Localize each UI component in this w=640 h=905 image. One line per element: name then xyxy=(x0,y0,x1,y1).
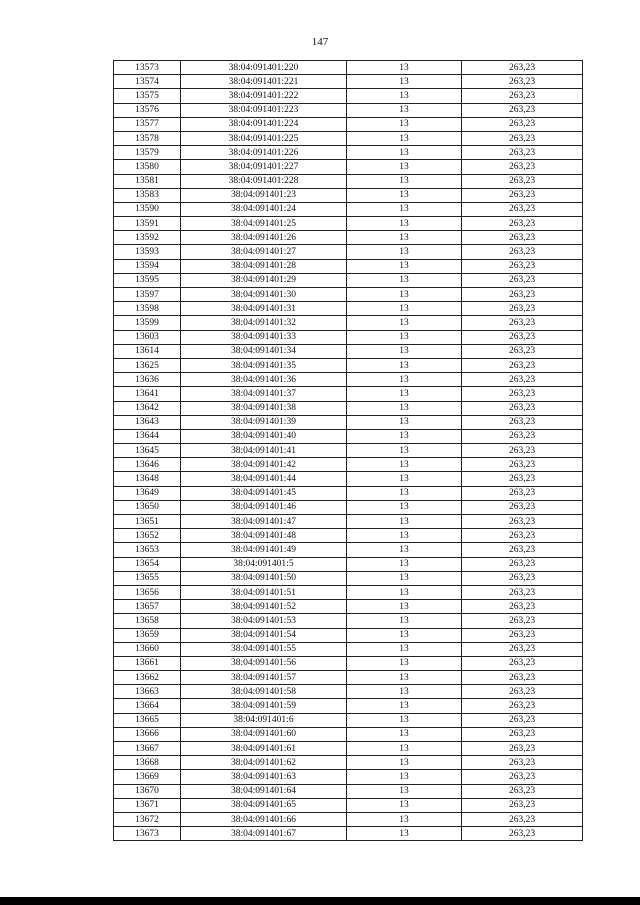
cadastral-number-cell: 38:04:091401:60 xyxy=(181,727,347,741)
cadastral-number-cell: 38:04:091401:224 xyxy=(181,117,347,131)
row-number-cell: 13603 xyxy=(114,330,181,344)
table-row xyxy=(114,217,583,231)
area-cell: 263,23 xyxy=(462,259,583,273)
cadastral-number-cell: 38:04:091401:6 xyxy=(181,713,347,727)
row-number-cell: 13594 xyxy=(114,259,181,273)
quantity-cell: 13 xyxy=(347,444,462,458)
cadastral-number-cell: 38:04:091401:61 xyxy=(181,742,347,756)
table-row xyxy=(114,699,583,713)
area-cell: 263,23 xyxy=(462,671,583,685)
quantity-cell: 13 xyxy=(347,245,462,259)
cadastral-number-cell: 38:04:091401:32 xyxy=(181,316,347,330)
quantity-cell: 13 xyxy=(347,713,462,727)
cadastral-number-cell: 38:04:091401:59 xyxy=(181,699,347,713)
quantity-cell: 13 xyxy=(347,273,462,287)
area-cell: 263,23 xyxy=(462,202,583,216)
area-cell: 263,23 xyxy=(462,529,583,543)
area-cell: 263,23 xyxy=(462,188,583,202)
cadastral-number-cell: 38:04:091401:47 xyxy=(181,515,347,529)
row-number-cell: 13649 xyxy=(114,486,181,500)
row-number-cell: 13666 xyxy=(114,727,181,741)
row-number-cell: 13646 xyxy=(114,458,181,472)
area-cell: 263,23 xyxy=(462,217,583,231)
quantity-cell: 13 xyxy=(347,770,462,784)
cadastral-number-cell: 38:04:091401:63 xyxy=(181,770,347,784)
quantity-cell: 13 xyxy=(347,188,462,202)
area-cell: 263,23 xyxy=(462,146,583,160)
cadastral-number-cell: 38:04:091401:46 xyxy=(181,500,347,514)
table-row xyxy=(114,387,583,401)
table-row xyxy=(114,373,583,387)
area-cell: 263,23 xyxy=(462,784,583,798)
cadastral-number-cell: 38:04:091401:52 xyxy=(181,600,347,614)
quantity-cell: 13 xyxy=(347,642,462,656)
quantity-cell: 13 xyxy=(347,117,462,131)
quantity-cell: 13 xyxy=(347,316,462,330)
row-number-cell: 13581 xyxy=(114,174,181,188)
quantity-cell: 13 xyxy=(347,557,462,571)
cadastral-number-cell: 38:04:091401:225 xyxy=(181,131,347,145)
area-cell: 263,23 xyxy=(462,89,583,103)
table-row xyxy=(114,756,583,770)
table-row xyxy=(114,245,583,259)
cadastral-number-cell: 38:04:091401:223 xyxy=(181,103,347,117)
quantity-cell: 13 xyxy=(347,103,462,117)
row-number-cell: 13574 xyxy=(114,75,181,89)
cadastral-number-cell: 38:04:091401:50 xyxy=(181,571,347,585)
area-cell: 263,23 xyxy=(462,429,583,443)
table-row xyxy=(114,146,583,160)
area-cell: 263,23 xyxy=(462,699,583,713)
quantity-cell: 13 xyxy=(347,699,462,713)
quantity-cell: 13 xyxy=(347,614,462,628)
cadastral-number-cell: 38:04:091401:220 xyxy=(181,61,347,75)
table-row xyxy=(114,231,583,245)
cadastral-number-cell: 38:04:091401:51 xyxy=(181,585,347,599)
table-row xyxy=(114,415,583,429)
row-number-cell: 13672 xyxy=(114,812,181,826)
area-cell: 263,23 xyxy=(462,571,583,585)
area-cell: 263,23 xyxy=(462,316,583,330)
cadastral-number-cell: 38:04:091401:37 xyxy=(181,387,347,401)
table-row xyxy=(114,174,583,188)
quantity-cell: 13 xyxy=(347,259,462,273)
row-number-cell: 13669 xyxy=(114,770,181,784)
area-cell: 263,23 xyxy=(462,75,583,89)
quantity-cell: 13 xyxy=(347,543,462,557)
table-row xyxy=(114,770,583,784)
cadastral-number-cell: 38:04:091401:222 xyxy=(181,89,347,103)
cadastral-number-cell: 38:04:091401:64 xyxy=(181,784,347,798)
row-number-cell: 13664 xyxy=(114,699,181,713)
row-number-cell: 13573 xyxy=(114,61,181,75)
quantity-cell: 13 xyxy=(347,330,462,344)
area-cell: 263,23 xyxy=(462,742,583,756)
area-cell: 263,23 xyxy=(462,515,583,529)
area-cell: 263,23 xyxy=(462,727,583,741)
cadastral-number-cell: 38:04:091401:55 xyxy=(181,642,347,656)
table-row xyxy=(114,131,583,145)
cadastral-number-cell: 38:04:091401:56 xyxy=(181,656,347,670)
row-number-cell: 13653 xyxy=(114,543,181,557)
cadastral-number-cell: 38:04:091401:24 xyxy=(181,202,347,216)
cadastral-number-cell: 38:04:091401:227 xyxy=(181,160,347,174)
table-row xyxy=(114,358,583,372)
row-number-cell: 13583 xyxy=(114,188,181,202)
area-cell: 263,23 xyxy=(462,231,583,245)
cadastral-number-cell: 38:04:091401:29 xyxy=(181,273,347,287)
quantity-cell: 13 xyxy=(347,288,462,302)
quantity-cell: 13 xyxy=(347,146,462,160)
row-number-cell: 13657 xyxy=(114,600,181,614)
row-number-cell: 13641 xyxy=(114,387,181,401)
table-row xyxy=(114,273,583,287)
cadastral-number-cell: 38:04:091401:33 xyxy=(181,330,347,344)
area-cell: 263,23 xyxy=(462,160,583,174)
table-row xyxy=(114,727,583,741)
row-number-cell: 13661 xyxy=(114,656,181,670)
area-cell: 263,23 xyxy=(462,472,583,486)
quantity-cell: 13 xyxy=(347,656,462,670)
cadastral-number-cell: 38:04:091401:228 xyxy=(181,174,347,188)
area-cell: 263,23 xyxy=(462,756,583,770)
quantity-cell: 13 xyxy=(347,373,462,387)
row-number-cell: 13597 xyxy=(114,288,181,302)
cadastral-number-cell: 38:04:091401:26 xyxy=(181,231,347,245)
row-number-cell: 13644 xyxy=(114,429,181,443)
row-number-cell: 13659 xyxy=(114,628,181,642)
cadastral-number-cell: 38:04:091401:66 xyxy=(181,812,347,826)
area-cell: 263,23 xyxy=(462,401,583,415)
cadastral-number-cell: 38:04:091401:23 xyxy=(181,188,347,202)
cadastral-number-cell: 38:04:091401:62 xyxy=(181,756,347,770)
quantity-cell: 13 xyxy=(347,529,462,543)
area-cell: 263,23 xyxy=(462,798,583,812)
area-cell: 263,23 xyxy=(462,713,583,727)
row-number-cell: 13579 xyxy=(114,146,181,160)
cadastral-number-cell: 38:04:091401:42 xyxy=(181,458,347,472)
quantity-cell: 13 xyxy=(347,628,462,642)
quantity-cell: 13 xyxy=(347,472,462,486)
area-cell: 263,23 xyxy=(462,273,583,287)
cadastral-number-cell: 38:04:091401:58 xyxy=(181,685,347,699)
row-number-cell: 13662 xyxy=(114,671,181,685)
area-cell: 263,23 xyxy=(462,486,583,500)
cadastral-number-cell: 38:04:091401:65 xyxy=(181,798,347,812)
cadastral-number-cell: 38:04:091401:48 xyxy=(181,529,347,543)
quantity-cell: 13 xyxy=(347,671,462,685)
row-number-cell: 13671 xyxy=(114,798,181,812)
table-row xyxy=(114,61,583,75)
quantity-cell: 13 xyxy=(347,571,462,585)
cadastral-number-cell: 38:04:091401:221 xyxy=(181,75,347,89)
table-row xyxy=(114,160,583,174)
area-cell: 263,23 xyxy=(462,500,583,514)
cadastral-number-cell: 38:04:091401:27 xyxy=(181,245,347,259)
row-number-cell: 13651 xyxy=(114,515,181,529)
area-cell: 263,23 xyxy=(462,288,583,302)
cadastral-number-cell: 38:04:091401:35 xyxy=(181,358,347,372)
area-cell: 263,23 xyxy=(462,458,583,472)
area-cell: 263,23 xyxy=(462,770,583,784)
table-row xyxy=(114,188,583,202)
area-cell: 263,23 xyxy=(462,656,583,670)
cadastral-number-cell: 38:04:091401:34 xyxy=(181,344,347,358)
quantity-cell: 13 xyxy=(347,131,462,145)
table-row xyxy=(114,671,583,685)
table-row xyxy=(114,458,583,472)
row-number-cell: 13645 xyxy=(114,444,181,458)
row-number-cell: 13591 xyxy=(114,217,181,231)
area-cell: 263,23 xyxy=(462,628,583,642)
table-row xyxy=(114,344,583,358)
cadastral-number-cell: 38:04:091401:28 xyxy=(181,259,347,273)
table-body xyxy=(114,61,583,841)
quantity-cell: 13 xyxy=(347,217,462,231)
quantity-cell: 13 xyxy=(347,784,462,798)
row-number-cell: 13636 xyxy=(114,373,181,387)
row-number-cell: 13652 xyxy=(114,529,181,543)
table-row xyxy=(114,259,583,273)
area-cell: 263,23 xyxy=(462,302,583,316)
cadastral-number-cell: 38:04:091401:67 xyxy=(181,827,347,841)
quantity-cell: 13 xyxy=(347,742,462,756)
row-number-cell: 13575 xyxy=(114,89,181,103)
page-number: 147 xyxy=(311,36,329,48)
row-number-cell: 13643 xyxy=(114,415,181,429)
row-number-cell: 13577 xyxy=(114,117,181,131)
area-cell: 263,23 xyxy=(462,444,583,458)
quantity-cell: 13 xyxy=(347,387,462,401)
area-cell: 263,23 xyxy=(462,642,583,656)
table-row xyxy=(114,798,583,812)
table-row xyxy=(114,557,583,571)
table-row xyxy=(114,784,583,798)
area-cell: 263,23 xyxy=(462,174,583,188)
quantity-cell: 13 xyxy=(347,429,462,443)
row-number-cell: 13665 xyxy=(114,713,181,727)
quantity-cell: 13 xyxy=(347,827,462,841)
table-row xyxy=(114,89,583,103)
table-row xyxy=(114,486,583,500)
table-row xyxy=(114,75,583,89)
row-number-cell: 13658 xyxy=(114,614,181,628)
area-cell: 263,23 xyxy=(462,131,583,145)
cadastral-number-cell: 38:04:091401:44 xyxy=(181,472,347,486)
cadastral-number-cell: 38:04:091401:40 xyxy=(181,429,347,443)
quantity-cell: 13 xyxy=(347,231,462,245)
quantity-cell: 13 xyxy=(347,415,462,429)
cadastral-number-cell: 38:04:091401:38 xyxy=(181,401,347,415)
quantity-cell: 13 xyxy=(347,160,462,174)
row-number-cell: 13625 xyxy=(114,358,181,372)
quantity-cell: 13 xyxy=(347,515,462,529)
row-number-cell: 13667 xyxy=(114,742,181,756)
quantity-cell: 13 xyxy=(347,727,462,741)
row-number-cell: 13673 xyxy=(114,827,181,841)
table-row xyxy=(114,713,583,727)
table-row xyxy=(114,571,583,585)
table-row xyxy=(114,742,583,756)
area-cell: 263,23 xyxy=(462,61,583,75)
table-row xyxy=(114,585,583,599)
table-row xyxy=(114,288,583,302)
quantity-cell: 13 xyxy=(347,600,462,614)
quantity-cell: 13 xyxy=(347,798,462,812)
area-cell: 263,23 xyxy=(462,415,583,429)
table-row xyxy=(114,202,583,216)
area-cell: 263,23 xyxy=(462,685,583,699)
quantity-cell: 13 xyxy=(347,458,462,472)
quantity-cell: 13 xyxy=(347,358,462,372)
cadastral-number-cell: 38:04:091401:5 xyxy=(181,557,347,571)
cadastral-number-cell: 38:04:091401:31 xyxy=(181,302,347,316)
table-row xyxy=(114,515,583,529)
area-cell: 263,23 xyxy=(462,245,583,259)
row-number-cell: 13648 xyxy=(114,472,181,486)
quantity-cell: 13 xyxy=(347,61,462,75)
row-number-cell: 13614 xyxy=(114,344,181,358)
row-number-cell: 13595 xyxy=(114,273,181,287)
row-number-cell: 13642 xyxy=(114,401,181,415)
quantity-cell: 13 xyxy=(347,344,462,358)
cadastral-number-cell: 38:04:091401:41 xyxy=(181,444,347,458)
cadastral-number-cell: 38:04:091401:30 xyxy=(181,288,347,302)
table-row xyxy=(114,529,583,543)
table-row xyxy=(114,600,583,614)
area-cell: 263,23 xyxy=(462,344,583,358)
area-cell: 263,23 xyxy=(462,812,583,826)
cadastral-number-cell: 38:04:091401:39 xyxy=(181,415,347,429)
table-row xyxy=(114,614,583,628)
quantity-cell: 13 xyxy=(347,302,462,316)
table-row xyxy=(114,642,583,656)
table-row xyxy=(114,812,583,826)
row-number-cell: 13590 xyxy=(114,202,181,216)
table-row xyxy=(114,330,583,344)
cadastral-number-cell: 38:04:091401:45 xyxy=(181,486,347,500)
quantity-cell: 13 xyxy=(347,812,462,826)
cadastral-number-cell: 38:04:091401:57 xyxy=(181,671,347,685)
cadastral-number-cell: 38:04:091401:54 xyxy=(181,628,347,642)
area-cell: 263,23 xyxy=(462,600,583,614)
row-number-cell: 13592 xyxy=(114,231,181,245)
table-row xyxy=(114,472,583,486)
area-cell: 263,23 xyxy=(462,117,583,131)
cadastral-number-cell: 38:04:091401:36 xyxy=(181,373,347,387)
quantity-cell: 13 xyxy=(347,202,462,216)
area-cell: 263,23 xyxy=(462,330,583,344)
quantity-cell: 13 xyxy=(347,756,462,770)
area-cell: 263,23 xyxy=(462,543,583,557)
row-number-cell: 13655 xyxy=(114,571,181,585)
table-row xyxy=(114,401,583,415)
row-number-cell: 13650 xyxy=(114,500,181,514)
quantity-cell: 13 xyxy=(347,75,462,89)
scan-bottom-edge xyxy=(0,897,640,905)
table-row xyxy=(114,103,583,117)
table-row xyxy=(114,685,583,699)
quantity-cell: 13 xyxy=(347,174,462,188)
quantity-cell: 13 xyxy=(347,685,462,699)
table-row xyxy=(114,543,583,557)
area-cell: 263,23 xyxy=(462,585,583,599)
cadastral-number-cell: 38:04:091401:49 xyxy=(181,543,347,557)
row-number-cell: 13576 xyxy=(114,103,181,117)
row-number-cell: 13660 xyxy=(114,642,181,656)
area-cell: 263,23 xyxy=(462,358,583,372)
row-number-cell: 13593 xyxy=(114,245,181,259)
quantity-cell: 13 xyxy=(347,500,462,514)
table-row xyxy=(114,302,583,316)
cadastral-number-cell: 38:04:091401:25 xyxy=(181,217,347,231)
row-number-cell: 13663 xyxy=(114,685,181,699)
row-number-cell: 13580 xyxy=(114,160,181,174)
cadastral-number-cell: 38:04:091401:226 xyxy=(181,146,347,160)
area-cell: 263,23 xyxy=(462,103,583,117)
row-number-cell: 13670 xyxy=(114,784,181,798)
quantity-cell: 13 xyxy=(347,486,462,500)
area-cell: 263,23 xyxy=(462,387,583,401)
quantity-cell: 13 xyxy=(347,89,462,103)
row-number-cell: 13599 xyxy=(114,316,181,330)
table-row xyxy=(114,500,583,514)
table-row xyxy=(114,827,583,841)
area-cell: 263,23 xyxy=(462,557,583,571)
row-number-cell: 13656 xyxy=(114,585,181,599)
quantity-cell: 13 xyxy=(347,585,462,599)
table-row xyxy=(114,628,583,642)
area-cell: 263,23 xyxy=(462,827,583,841)
table-row xyxy=(114,117,583,131)
area-cell: 263,23 xyxy=(462,373,583,387)
cadastral-table xyxy=(113,60,583,841)
area-cell: 263,23 xyxy=(462,614,583,628)
row-number-cell: 13668 xyxy=(114,756,181,770)
table-row xyxy=(114,656,583,670)
cadastral-number-cell: 38:04:091401:53 xyxy=(181,614,347,628)
table-row xyxy=(114,444,583,458)
table-row xyxy=(114,316,583,330)
row-number-cell: 13578 xyxy=(114,131,181,145)
table-row xyxy=(114,429,583,443)
row-number-cell: 13654 xyxy=(114,557,181,571)
row-number-cell: 13598 xyxy=(114,302,181,316)
quantity-cell: 13 xyxy=(347,401,462,415)
